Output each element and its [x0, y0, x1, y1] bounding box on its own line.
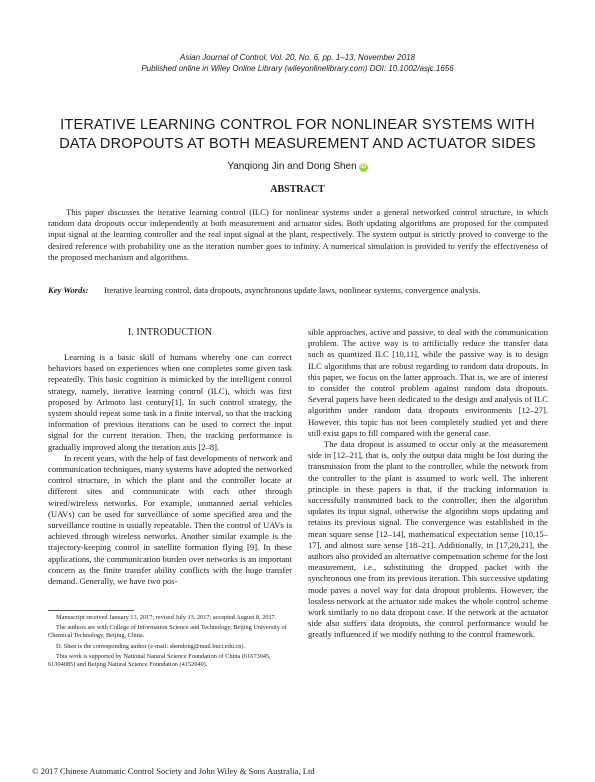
right-column: [308, 327, 548, 641]
footnotes: [48, 614, 292, 671]
title-line-2: DATA DROPOUTS AT BOTH MEASUREMENT AND ACTUATOR SIDES: [59, 136, 536, 152]
title-line-1: ITERATIVE LEARNING CONTROL FOR NONLINEAR SYSTEMS WITH: [60, 117, 535, 133]
orcid-icon[interactable]: iD: [360, 164, 367, 170]
footnote-corresponding: D. Shen is the corresponding author (e-mail: shendong@mail.buct.edu.cn).: [56, 642, 246, 650]
intro-paragraph-3: The data dropout is assumed to occur only at the measurement side in [12–21], that is, only the output data might be lost during the transmission from the plant to the controller, while the network from the controller to the plant is assumed to work well. The inherent principle in these papers is that, if the tracking information is successfully transmitted back to the controller, then the algorithm updates its input signal, otherwise the algorithm stops updating and retains its previous signal. The convergence was established in the mean square sense [12–14], mathematical expectation sense [10,15–17], and almost sure sense [18–21]. Additionally, in [17,20,21], the authors also provided an alternative compensation scheme for the lost measurement, i.e., substituting the dropped packet with the synchronous one from its previous iteration. This successive updating mode paves a novel way for data dropout problems. However, the lossless network at the actuator side makes the whole control scheme work similarly to no data dropout case. If the network at the actuator side also suffers data dropouts, the control performance would be greatly influenced if we modify nothing to the control framework.: [308, 439, 548, 640]
abstract-text: This paper discusses the iterative learning control (ILC) for nonlinear systems under a general networked control structure, in which random data dropouts occur independently at both measurement and actuator sides. Both updating algorithms are proposed for the computed input signal at the learning controller and the real input signal at the plant, respectively. The system output is strictly proved to converge to the desired reference with probability one as the iteration number goes to infinity. A numerical simulation is provided to verify the effectiveness of the proposed mechanism and algorithms.: [48, 207, 548, 262]
footnote-affiliation: The authors are with College of Information Science and Technology, Beijing University of Chemical Technology, Beijing, China.: [48, 624, 287, 640]
journal-citation: Asian Journal of Control, Vol. 20, No. 6, pp. 1–13, November 2018: [180, 53, 415, 62]
copyright-notice: © 2017 Chinese Automatic Control Society and John Wiley & Sons Australia, Ltd: [32, 766, 315, 776]
keywords-text: Iterative learning control, data dropouts, asynchronous update laws, nonlinear systems, convergence analysis.: [104, 285, 481, 295]
paper-title: [40, 116, 555, 154]
published-online-line: Published online in Wiley Online Library (wileyonlinelibrary.com) DOI: 10.1002/asjc.1656: [141, 64, 454, 73]
left-column: [48, 352, 292, 587]
authors: Yanqiong Jin and Dong Shen: [227, 161, 357, 172]
footnote-manuscript: Manuscript received January 13, 2017; revised July 13, 2017; accepted August 8, 2017.: [56, 614, 277, 621]
keywords-label: Key Words:: [48, 285, 89, 295]
section-heading-introduction: I. INTRODUCTION: [128, 327, 212, 338]
intro-paragraph-2-cont: sible approaches, active and passive, to deal with the communication problem. The active way is to artificially reduce the transfer data such as quantized ILC [10,11], while the passive way is to design ILC algorithms that are robust regarding to random data dropouts. In this paper, we focus on the latter approach. That is, we are of interest to consider the control problem against random data dropouts. Several papers have been dedicated to the design and analysis of ILC algorithm under random data dropouts environments [12–27]. However, this topic has not been completely studied yet and there still exist gaps to fill compared with the general case.: [308, 327, 548, 438]
intro-paragraph-2: In recent years, with the help of fast developments of network and communication techniques, many systems have adopted the networked control structure, in which the plant and the controller locate at different sites and communicate with each other through wired/wireless networks. For example, unmanned aerial vehicles (UAVs) can be used for surveillance of some specified area and the surveillance routine is usually repeatable. Then the control of UAVs is achieved through wireless networks. Another similar example is the trajectory-keeping control in satellite formation flying [9]. In these applications, the communication burden over networks is an important concern as the finite transfer ability conflicts with the huge transfer demand. Generally, we have two pos-: [48, 452, 292, 587]
author-line: [0, 160, 595, 173]
intro-paragraph-1: Learning is a basic skill of humans whereby one can correct behaviors based on experiences when one completes some given task repeatedly. This basic cognition is mimicked by the intelligent control strategy, namely, iterative learning control (ILC), which was first proposed by Arimoto last century[1]. In such control strategy, the system should repeat some task in a finite interval, so that the tracking information of previous iterations can be used to correct the input signal for the current iteration. Then, the tracking performance is gradually improved along the iteration axis [2–8].: [48, 352, 292, 452]
abstract-heading: ABSTRACT: [270, 184, 325, 195]
footnote-divider: [48, 610, 134, 611]
footnote-funding: This work is supported by National Natural Science Foundation of China (61673045, 61304085) and Beijing Natural Science Foundation (4152040).: [48, 652, 271, 669]
journal-header: [0, 52, 595, 74]
